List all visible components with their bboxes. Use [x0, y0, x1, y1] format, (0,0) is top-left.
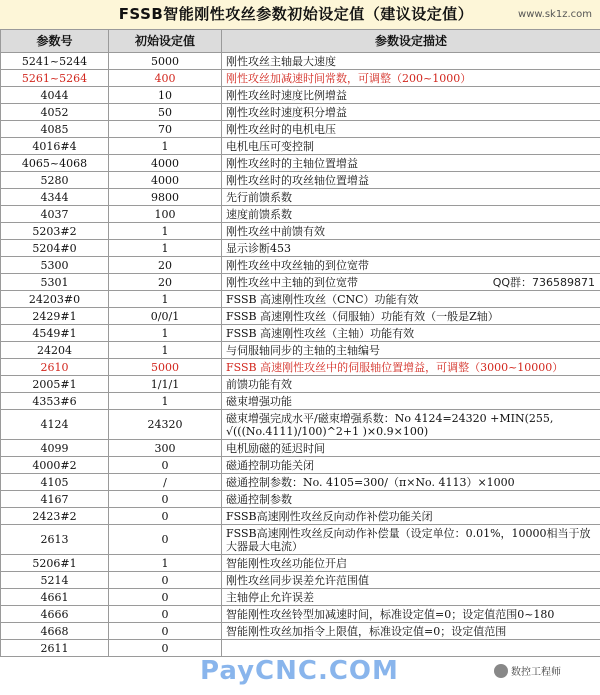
table-row [1, 189, 600, 206]
description-text: 前馈功能有效 [226, 377, 292, 391]
table-row [1, 640, 600, 657]
initial-value: 20 [109, 257, 222, 274]
param-number: 2611 [1, 640, 109, 657]
description-text: 刚性攻丝同步误差允许范围值 [226, 573, 369, 587]
param-description [222, 508, 600, 525]
initial-value: 300 [109, 440, 222, 457]
initial-value: 100 [109, 206, 222, 223]
initial-value: 10 [109, 87, 222, 104]
qq-group-label: QQ群：736589871 [492, 275, 595, 289]
table-row [1, 70, 600, 87]
param-description [222, 491, 600, 508]
param-description [222, 410, 600, 440]
description-text: 智能刚性攻丝加指令上限值，标准设定值=0；设定值范围 [226, 624, 507, 638]
param-number: 5204#0 [1, 240, 109, 257]
table-row [1, 172, 600, 189]
param-description [222, 121, 600, 138]
initial-value: 0/0/1 [109, 308, 222, 325]
col-header-desc: 参数设定描述 [222, 30, 600, 53]
table-row [1, 325, 600, 342]
description-text: 刚性攻丝加减速时间常数，可调整（200~1000） [226, 71, 472, 85]
wechat-badge [494, 663, 561, 678]
param-number: 5261~5264 [1, 70, 109, 87]
table-row [1, 572, 600, 589]
initial-value: 400 [109, 70, 222, 87]
param-number: 4037 [1, 206, 109, 223]
initial-value: 5000 [109, 53, 222, 70]
initial-value: 20 [109, 274, 222, 291]
param-number: 2429#1 [1, 308, 109, 325]
param-description [222, 223, 600, 240]
param-description [222, 53, 600, 70]
description-text: 与伺服轴同步的主轴的主轴编号 [226, 343, 380, 357]
table-row [1, 87, 600, 104]
param-description [222, 325, 600, 342]
page-title: FSSB智能刚性攻丝参数初始设定值（建议设定值） [118, 5, 474, 23]
site-url: www.sk1z.com [518, 9, 592, 20]
param-description [222, 359, 600, 376]
title-bar [0, 0, 600, 30]
description-text: 刚性攻丝时速度比例增益 [226, 88, 347, 102]
param-number: 4052 [1, 104, 109, 121]
wechat-icon [494, 664, 508, 678]
initial-value: 0 [109, 508, 222, 525]
initial-value: 0 [109, 491, 222, 508]
table-row [1, 440, 600, 457]
initial-value: 1/1/1 [109, 376, 222, 393]
parameter-table [0, 29, 600, 657]
param-description [222, 308, 600, 325]
param-number: 4124 [1, 410, 109, 440]
param-description [222, 257, 600, 274]
table-row [1, 474, 600, 491]
initial-value: 1 [109, 325, 222, 342]
param-description [222, 342, 600, 359]
param-number: 5241~5244 [1, 53, 109, 70]
param-description [222, 525, 600, 555]
initial-value: 1 [109, 240, 222, 257]
initial-value: 0 [109, 525, 222, 555]
param-description [222, 291, 600, 308]
param-number: 5300 [1, 257, 109, 274]
table-header-row [1, 30, 600, 53]
param-number: 5280 [1, 172, 109, 189]
param-number: 4085 [1, 121, 109, 138]
table-row [1, 240, 600, 257]
param-number: 2613 [1, 525, 109, 555]
table-row [1, 623, 600, 640]
description-text: FSSB 高速刚性攻丝（主轴）功能有效 [226, 326, 415, 340]
param-description [222, 138, 600, 155]
description-text: 磁束增强功能 [226, 394, 292, 408]
param-number: 5206#1 [1, 555, 109, 572]
table-row [1, 457, 600, 474]
description-text: 刚性攻丝中攻丝轴的到位宽带 [226, 258, 369, 272]
param-description [222, 623, 600, 640]
initial-value: / [109, 474, 222, 491]
initial-value: 24320 [109, 410, 222, 440]
param-number: 4167 [1, 491, 109, 508]
param-number: 4000#2 [1, 457, 109, 474]
description-text: FSSB高速刚性攻丝反向动作补偿功能关闭 [226, 509, 433, 523]
param-number: 4668 [1, 623, 109, 640]
table-row [1, 155, 600, 172]
param-description [222, 274, 600, 291]
param-number: 2423#2 [1, 508, 109, 525]
description-text: FSSB 高速刚性攻丝中的伺服轴位置增益，可调整（3000~10000） [226, 360, 564, 374]
description-text: 主轴停止允许误差 [226, 590, 314, 604]
param-description [222, 206, 600, 223]
table-row [1, 525, 600, 555]
param-number: 4099 [1, 440, 109, 457]
table-row [1, 410, 600, 440]
param-description [222, 589, 600, 606]
table-row [1, 555, 600, 572]
param-description [222, 606, 600, 623]
table-row [1, 121, 600, 138]
param-description [222, 555, 600, 572]
initial-value: 1 [109, 138, 222, 155]
param-description [222, 640, 600, 657]
description-text: 刚性攻丝时的主轴位置增益 [226, 156, 358, 170]
initial-value: 1 [109, 223, 222, 240]
watermark-logo: PayCNC.COM [200, 656, 399, 686]
description-text: 磁通控制功能关闭 [226, 458, 314, 472]
param-description [222, 376, 600, 393]
initial-value: 0 [109, 457, 222, 474]
initial-value: 5000 [109, 359, 222, 376]
param-description [222, 189, 600, 206]
param-description [222, 104, 600, 121]
param-number: 24204 [1, 342, 109, 359]
param-number: 4549#1 [1, 325, 109, 342]
description-text: 电机电压可变控制 [226, 139, 314, 153]
param-description [222, 87, 600, 104]
table-row [1, 508, 600, 525]
description-text: 磁通控制参数 [226, 492, 292, 506]
initial-value: 1 [109, 291, 222, 308]
description-text: 刚性攻丝时速度积分增益 [226, 105, 347, 119]
param-description [222, 572, 600, 589]
description-text: FSSB高速刚性攻丝反向动作补偿量（设定单位：0.01%，10000相当于放大器最大电流） [226, 526, 591, 553]
description-text: 磁通控制参数：No. 4105=300/（π×No. 4113）×1000 [226, 475, 515, 489]
table-row [1, 257, 600, 274]
table-row [1, 223, 600, 240]
description-text: 显示诊断453 [226, 241, 291, 255]
description-text: FSSB 高速刚性攻丝（伺服轴）功能有效（一般是Z轴） [226, 309, 499, 323]
initial-value: 0 [109, 589, 222, 606]
initial-value: 4000 [109, 155, 222, 172]
param-number: 4016#4 [1, 138, 109, 155]
description-text: 刚性攻丝主轴最大速度 [226, 54, 336, 68]
col-header-value: 初始设定值 [109, 30, 222, 53]
initial-value: 1 [109, 393, 222, 410]
wechat-label: 数控工程师 [511, 667, 561, 678]
table-row [1, 206, 600, 223]
table-row [1, 491, 600, 508]
table-row [1, 606, 600, 623]
param-description [222, 240, 600, 257]
param-number: 4666 [1, 606, 109, 623]
description-text: 刚性攻丝时的攻丝轴位置增益 [226, 173, 369, 187]
table-row [1, 138, 600, 155]
param-number: 4044 [1, 87, 109, 104]
description-text: 智能刚性攻丝功能位开启 [226, 556, 347, 570]
initial-value: 4000 [109, 172, 222, 189]
initial-value: 9800 [109, 189, 222, 206]
initial-value: 1 [109, 342, 222, 359]
table-row [1, 291, 600, 308]
table-row [1, 393, 600, 410]
param-description [222, 155, 600, 172]
param-number: 5214 [1, 572, 109, 589]
param-number: 4344 [1, 189, 109, 206]
table-row [1, 308, 600, 325]
initial-value: 70 [109, 121, 222, 138]
param-description [222, 474, 600, 491]
initial-value: 0 [109, 623, 222, 640]
initial-value: 50 [109, 104, 222, 121]
table-row [1, 376, 600, 393]
param-description [222, 70, 600, 87]
param-number: 5301 [1, 274, 109, 291]
table-row [1, 589, 600, 606]
param-number: 4661 [1, 589, 109, 606]
param-description [222, 393, 600, 410]
initial-value: 1 [109, 555, 222, 572]
param-number: 24203#0 [1, 291, 109, 308]
param-number: 4353#6 [1, 393, 109, 410]
description-text: 刚性攻丝中前馈有效 [226, 224, 325, 238]
table-row [1, 359, 600, 376]
col-header-param: 参数号 [1, 30, 109, 53]
table-row [1, 104, 600, 121]
param-description [222, 440, 600, 457]
table-row [1, 53, 600, 70]
initial-value: 0 [109, 640, 222, 657]
initial-value: 0 [109, 572, 222, 589]
param-number: 4105 [1, 474, 109, 491]
param-number: 4065~4068 [1, 155, 109, 172]
description-text: 先行前馈系数 [226, 190, 292, 204]
table-row [1, 342, 600, 359]
description-text: 磁束增强完成水平/磁束增强系数：No 4124=24320 +MIN(255, √(((No.4111)/100)^2+1 )×0.9×100) [226, 411, 554, 438]
description-text: 速度前馈系数 [226, 207, 292, 221]
param-description [222, 172, 600, 189]
table-row [1, 274, 600, 291]
param-number: 5203#2 [1, 223, 109, 240]
description-text: 智能刚性攻丝铃型加减速时间，标准设定值=0；设定值范围0~180 [226, 607, 555, 621]
initial-value: 0 [109, 606, 222, 623]
description-text: FSSB 高速刚性攻丝（CNC）功能有效 [226, 292, 419, 306]
description-text: 电机励磁的延迟时间 [226, 441, 325, 455]
param-number: 2610 [1, 359, 109, 376]
description-text: 刚性攻丝中主轴的到位宽带 [226, 275, 358, 289]
param-description [222, 457, 600, 474]
param-number: 2005#1 [1, 376, 109, 393]
description-text: 刚性攻丝时的电机电压 [226, 122, 336, 136]
